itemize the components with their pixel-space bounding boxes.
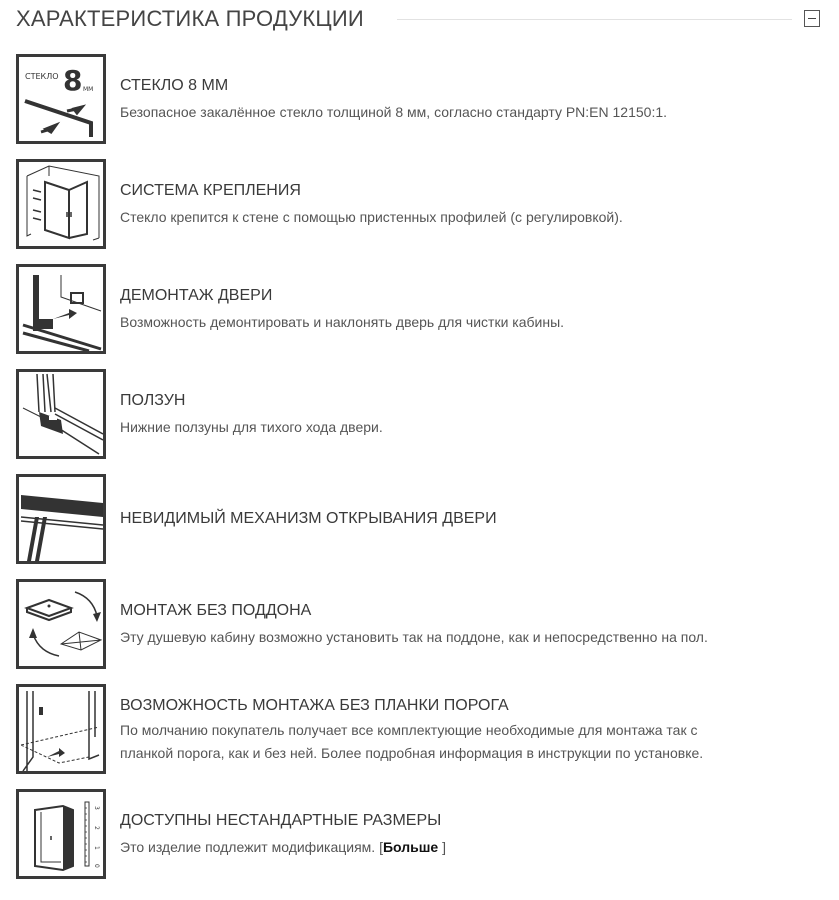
feature-description-line1: По молчанию покупатель получает все комплектующие необходимые для монтажа так с <box>120 722 698 738</box>
feature-description <box>120 836 820 859</box>
ruler-label: 2 <box>93 826 100 830</box>
section-header <box>16 4 824 34</box>
ruler-label: 1 <box>93 846 100 850</box>
no-tray-mounting-icon <box>16 579 106 669</box>
ruler-label: 3 <box>93 806 100 810</box>
feature-title: СТЕКЛО 8 ММ <box>120 77 229 94</box>
custom-sizes-icon <box>16 789 106 879</box>
feature-description: Безопасное закалённое стекло толщиной 8 мм, согласно стандарту PN:EN 12150:1. <box>120 104 668 120</box>
icon-label-unit: ММ <box>83 86 94 93</box>
collapse-button[interactable] <box>804 10 820 27</box>
icon-label-small: СТЕКЛО <box>25 72 59 81</box>
feature-description: Стекло крепится к стене с помощью пристенных профилей (с регулировкой). <box>120 209 623 225</box>
link-bracket-close: ] <box>442 839 446 855</box>
door-removal-icon <box>16 264 106 354</box>
mounting-system-icon <box>16 159 106 249</box>
feature-title: ПОЛЗУН <box>120 392 186 409</box>
feature-title: ВОЗМОЖНОСТЬ МОНТАЖА БЕЗ ПЛАНКИ ПОРОГА <box>120 697 509 714</box>
feature-title: НЕВИДИМЫЙ МЕХАНИЗМ ОТКРЫВАНИЯ ДВЕРИ <box>120 510 497 527</box>
feature-title: ДЕМОНТАЖ ДВЕРИ <box>120 287 273 304</box>
hidden-mechanism-icon <box>16 474 106 564</box>
feature-description: Возможность демонтировать и наклонять дверь для чистки кабины. <box>120 314 565 330</box>
glass-8mm-icon <box>16 54 106 144</box>
section-title: ХАРАКТЕРИСТИКА ПРОДУКЦИИ <box>16 6 364 31</box>
feature-description: Нижние ползуны для тихого хода двери. <box>120 419 383 435</box>
feature-description: Эту душевую кабину возможно установить так на поддоне, как и непосредственно на пол. <box>120 629 708 645</box>
link-bracket-open: [ <box>379 839 383 855</box>
feature-description-line2: планкой порога, как и без ней. Более подробная информация в инструкции по установке. <box>120 745 704 761</box>
header-divider <box>397 19 792 20</box>
feature-title: МОНТАЖ БЕЗ ПОДДОНА <box>120 602 312 619</box>
icon-label-big: 8 <box>63 64 83 97</box>
feature-title: СИСТЕМА КРЕПЛЕНИЯ <box>120 182 301 199</box>
feature-title: ДОСТУПНЫ НЕСТАНДАРТНЫЕ РАЗМЕРЫ <box>120 812 442 829</box>
description-text: Это изделие подлежит модификациям. <box>120 839 376 855</box>
slider-icon <box>16 369 106 459</box>
ruler-label: 0 <box>93 864 100 868</box>
no-threshold-icon <box>16 684 106 774</box>
more-link[interactable]: Больше <box>382 839 439 855</box>
